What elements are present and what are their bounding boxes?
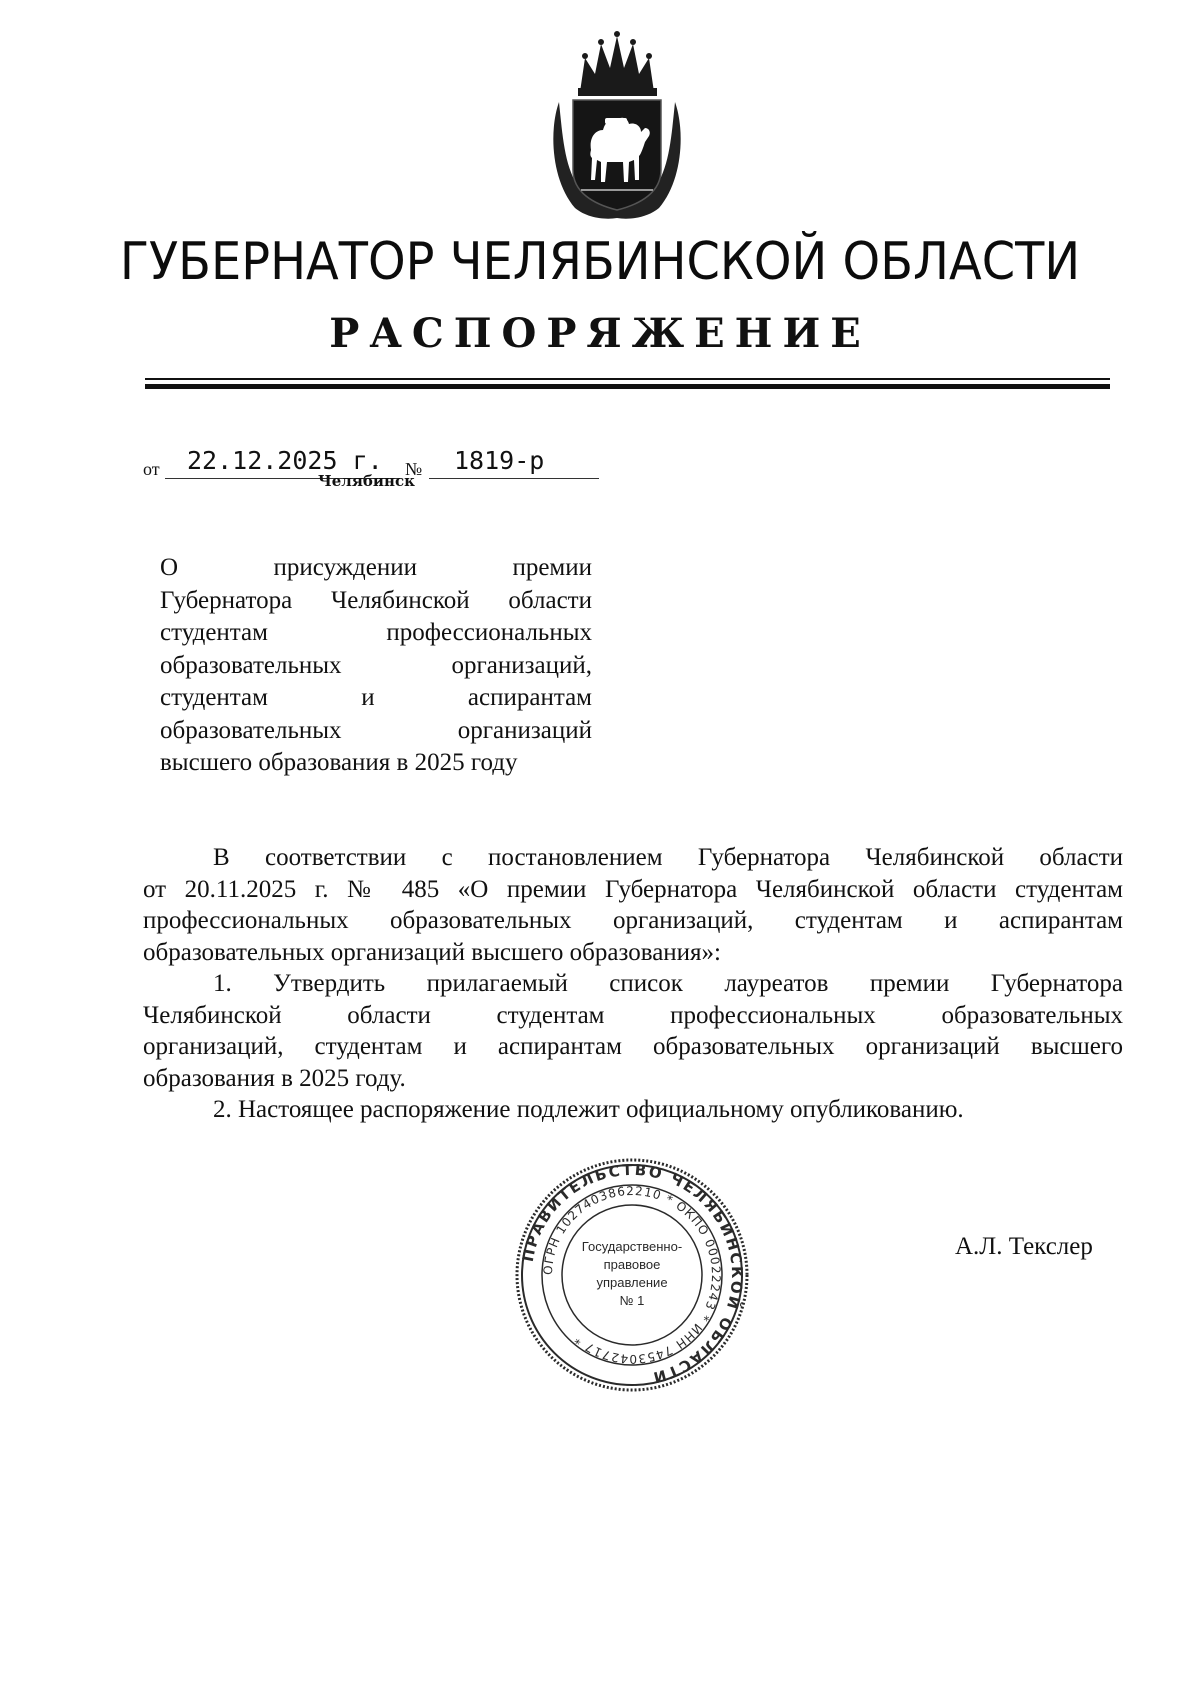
item-2-paragraph (143, 1094, 1123, 1126)
preamble-paragraph (143, 842, 1123, 968)
subject-line: образовательных организаций, (160, 651, 592, 679)
seal-center-line: правовое (603, 1257, 661, 1272)
body-line: от 20.11.2025 г. № 485 «О премии Губернатора Челябинской области студентам (143, 875, 1123, 903)
body-line: профессиональных образовательных организаций, студентам и аспирантам (143, 907, 1123, 934)
body-line: В соответствии с постановлением Губернатора Челябинской области (213, 844, 1123, 871)
signatory-name: А.Л. Текслер (955, 1233, 1093, 1260)
subject-line: высшего образования в 2025 году (160, 749, 518, 776)
body-text (143, 842, 1123, 1126)
number-label: № (405, 459, 423, 479)
document-type: РАСПОРЯЖЕНИЕ (329, 310, 871, 357)
seal-center-line: Государственно- (581, 1239, 683, 1254)
subject-block (160, 552, 592, 780)
header-rule-thick (145, 384, 1110, 389)
org-title: ГУБЕРНАТОР ЧЕЛЯБИНСКОЙ ОБЛАСТИ (119, 232, 1081, 292)
official-seal (512, 1155, 752, 1395)
body-line: 1. Утвердить прилагаемый список лауреатов премии Губернатора (213, 970, 1123, 997)
subject-line: студентам профессиональных (160, 619, 592, 646)
body-line: 2. Настоящее распоряжение подлежит официальному опубликованию. (213, 1096, 964, 1123)
body-line: организаций, студентам и аспирантам образовательных организаций высшего (143, 1033, 1123, 1060)
seal-center-line: управление (596, 1275, 668, 1290)
city-name: Челябинск (318, 472, 415, 490)
document-number: 1819-р (454, 446, 545, 475)
date-label: от (143, 459, 160, 479)
seal-outer-text: ПРАВИТЕЛЬСТВО ЧЕЛЯБИНСКОЙ ОБЛАСТИ (518, 1160, 747, 1388)
item-1-paragraph (143, 968, 1123, 1094)
number-underline (429, 478, 599, 479)
seal-center-line: № 1 (619, 1293, 645, 1308)
subject-line: образовательных организаций (160, 716, 592, 744)
header-rule-thin (145, 378, 1110, 380)
subject-line: студентам и аспирантам (160, 684, 592, 711)
document-date: 22.12.2025 г. (187, 446, 383, 475)
body-line: образования в 2025 году. (143, 1064, 406, 1092)
subject-line: Губернатора Челябинской области (160, 586, 592, 614)
body-line: Челябинской области студентам профессиональных образовательных (143, 1001, 1123, 1029)
body-line: образовательных организаций высшего образования»: (143, 938, 722, 966)
subject-line: О присуждении премии (160, 554, 592, 581)
seal-middle-text: ОГРН 1027403862210 * ОКПО 00022243 * ИНН 7453042717 * (540, 1183, 724, 1367)
coat-of-arms-icon (545, 30, 690, 225)
